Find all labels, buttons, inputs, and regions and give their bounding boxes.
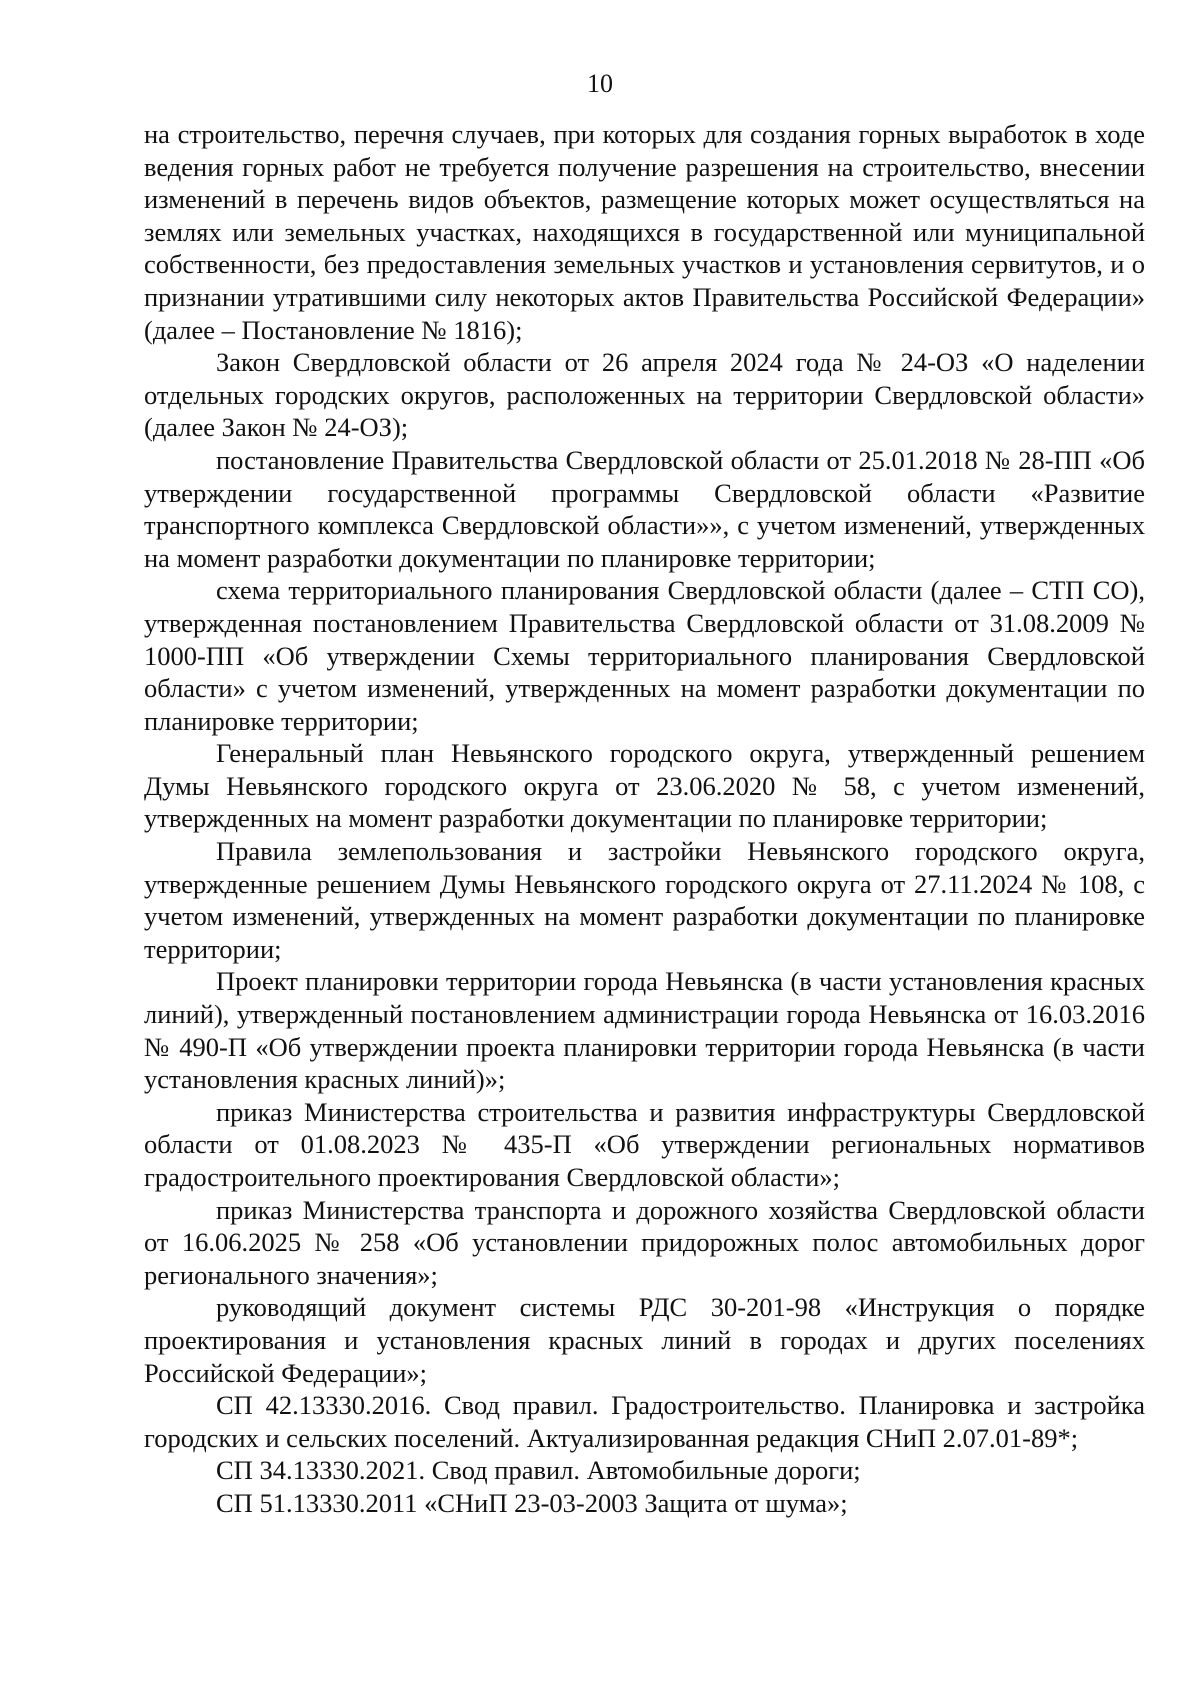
paragraph-territorial-scheme: схема территориального планирования Свердловской области (далее – СТП СО), утвержденная постановлением Правительства Свердловской области от 31.08.2009 № 1000-ПП «Об утверждении Схемы территориального планирования Свердловской области» с учетом изменений, утвержденных на момент разработки документации по планировке территории;: [144, 575, 1145, 736]
paragraph-continuation: на строительство, перечня случаев, при которых для создания горных выработок в ходе ведения горных работ не требуется получение разрешения на строительство, внесении изменений в перечень видов объектов, размещение которых может осуществляться на землях или земельных участках, находящихся в государственной или муниципальной собственности, без предоставления земельных участков и установления сервитутов, и о признании утратившими силу некоторых актов Правительства Российской Федерации» (далее – Постановление № 1816);: [144, 119, 1145, 345]
paragraph-sverdlovsk-law: Закон Свердловской области от 26 апреля 2024 года № 24-ОЗ «О наделении отдельных городских округов, расположенных на территории Свердловской области» (далее Закон № 24-ОЗ);: [144, 347, 1145, 443]
paragraph-government-resolution: постановление Правительства Свердловской области от 25.01.2018 № 28-ПП «Об утверждении государственной программы Свердловской области «Развитие транспортного комплекса Свердловской области»», с учетом изменений, утвержденных на момент разработки документации по планировке территории;: [144, 444, 1145, 573]
paragraph-construction-order: приказ Министерства строительства и развития инфраструктуры Свердловской области от 01.08.2023 № 435-П «Об утверждении региональных нормативов градостроительного проектирования Свердловской области»;: [144, 1096, 1145, 1192]
paragraph-sp-34: СП 34.13330.2021. Свод правил. Автомобильные дороги;: [216, 1455, 861, 1486]
document-body: [144, 118, 1145, 1520]
paragraph-general-plan: Генеральный план Невьянского городского округа, утвержденный решением Думы Невьянского городского округа от 23.06.2020 № 58, с учетом изменений, утвержденных на момент разработки документации по планировке территории;: [144, 738, 1145, 834]
page-number: 10: [587, 69, 613, 98]
paragraph-land-use-rules: Правила землепользования и застройки Невьянского городского округа, утвержденные решением Думы Невьянского городского округа от 27.11.2024 № 108, с учетом изменений, утвержденных на момент разработки документации по планировке территории;: [144, 836, 1145, 964]
paragraph-sp-51: СП 51.13330.2011 «СНиП 23-03-2003 Защита от шума»;: [216, 1487, 848, 1518]
paragraph-transport-order: приказ Министерства транспорта и дорожного хозяйства Свердловской области от 16.06.2025 № 258 «Об установлении придорожных полос автомобильных дорог регионального значения»;: [144, 1194, 1145, 1290]
paragraph-planning-project: Проект планировки территории города Невьянска (в части установления красных линий), утвержденный постановлением администрации города Невьянска от 16.03.2016 № 490-П «Об утверждении проекта планировки территории города Невьянска (в части установления красных линий)»;: [144, 966, 1145, 1095]
paragraph-guidance-document: руководящий документ системы РДС 30-201-98 «Инструкция о порядке проектирования и установления красных линий в городах и других поселениях Российской Федерации»;: [144, 1292, 1145, 1388]
paragraph-sp-42: СП 42.13330.2016. Свод правил. Градостроительство. Планировка и застройка городских и сельских поселений. Актуализированная редакция СНиП 2.07.01-89*;: [144, 1390, 1145, 1453]
